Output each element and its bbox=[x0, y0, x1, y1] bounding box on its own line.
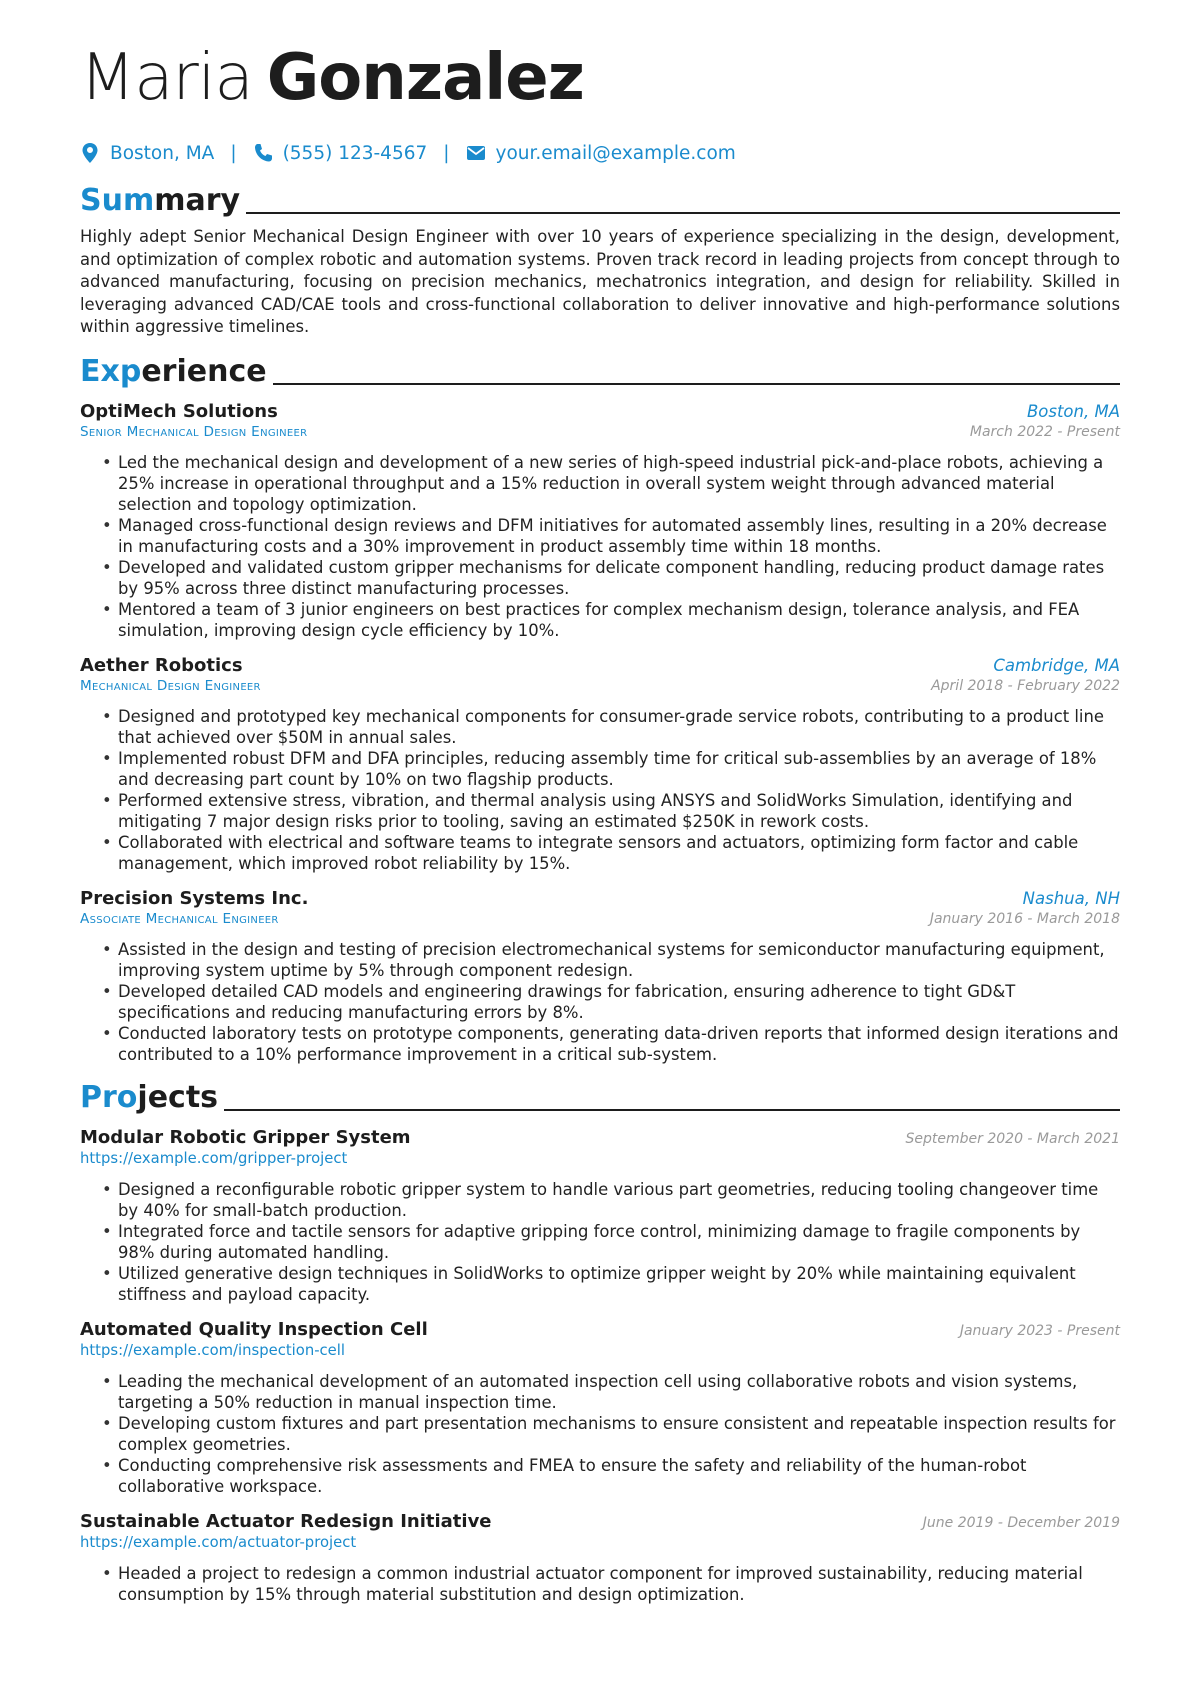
contact-location bbox=[80, 142, 214, 164]
bullet-item: • Assisted in the design and testing of precision electromechanical systems for semiconductor manufacturing equipment, improving system uptime by 5% through component redesign. bbox=[118, 939, 1120, 981]
bullet-list bbox=[80, 452, 1120, 641]
bullet-item: • Utilized generative design techniques in SolidWorks to optimize gripper weight by 20% while maintaining equivalent stiffness and payload capacity. bbox=[118, 1263, 1120, 1305]
projects-section bbox=[80, 1075, 1120, 1605]
experience-list bbox=[80, 401, 1120, 1065]
job-dates: January 2016 - March 2018 bbox=[929, 910, 1120, 927]
job-title: Senior Mechanical Design Engineer bbox=[80, 423, 308, 440]
project-link[interactable]: https://example.com/gripper-project bbox=[80, 1149, 348, 1167]
project-entry bbox=[80, 1319, 1120, 1497]
job-title: Mechanical Design Engineer bbox=[80, 677, 261, 694]
bullet-item: • Leading the mechanical development of an automated inspection cell using collaborative robots and vision systems, targeting a 50% reduction in manual inspection time. bbox=[118, 1371, 1120, 1413]
experience-header bbox=[80, 349, 1120, 389]
bullet-list bbox=[80, 1179, 1120, 1305]
experience-entry bbox=[80, 888, 1120, 1065]
bullet-item: • Developed and validated custom gripper mechanisms for delicate component handling, reducing product damage rates by 95% across three distinct manufacturing processes. bbox=[118, 557, 1120, 599]
contact-email[interactable] bbox=[466, 142, 736, 164]
bullet-item: • Designed a reconfigurable robotic gripper system to handle various part geometries, reducing tooling changeover time by 40% for small-batch production. bbox=[118, 1179, 1120, 1221]
job-location: Boston, MA bbox=[1026, 401, 1120, 421]
job-dates: March 2022 - Present bbox=[969, 423, 1120, 440]
entry-header bbox=[80, 888, 1120, 909]
location-text: Boston, MA bbox=[110, 142, 215, 164]
map-marker-icon bbox=[80, 142, 100, 164]
job-location: Nashua, NH bbox=[1022, 888, 1120, 908]
projects-list bbox=[80, 1127, 1120, 1605]
project-name: Automated Quality Inspection Cell bbox=[80, 1318, 428, 1340]
project-link[interactable]: https://example.com/inspection-cell bbox=[80, 1341, 345, 1359]
project-entry bbox=[80, 1127, 1120, 1305]
entry-header bbox=[80, 1319, 1120, 1340]
project-link[interactable]: https://example.com/actuator-project bbox=[80, 1533, 357, 1551]
entry-subheader bbox=[80, 678, 1120, 694]
entry-subheader bbox=[80, 1534, 1120, 1551]
bullet-item: • Conducting comprehensive risk assessments and FMEA to ensure the safety and reliability of the human-robot collaborative workspace. bbox=[118, 1455, 1120, 1497]
bullet-item: • Designed and prototyped key mechanical components for consumer-grade service robots, contributing to a product line that achieved over $50M in annual sales. bbox=[118, 706, 1120, 748]
candidate-name bbox=[80, 38, 1120, 118]
phone-icon bbox=[253, 142, 273, 164]
summary-section bbox=[80, 178, 1120, 339]
resume-page bbox=[80, 38, 1120, 1605]
contact-separator: | bbox=[230, 142, 237, 164]
bullet-item: • Conducted laboratory tests on prototype components, generating data-driven reports that informed design iterations and contributed to a 10% performance improvement in a critical sub-system. bbox=[118, 1023, 1120, 1065]
contact-phone[interactable] bbox=[253, 142, 428, 164]
bullet-list bbox=[80, 939, 1120, 1065]
bullet-item: • Developing custom fixtures and part presentation mechanisms to ensure consistent and repeatable inspection results for complex geometries. bbox=[118, 1413, 1120, 1455]
project-dates: June 2019 - December 2019 bbox=[922, 1514, 1120, 1531]
section-divider bbox=[224, 1109, 1120, 1111]
bullet-item: • Managed cross-functional design reviews and DFM initiatives for automated assembly lines, resulting in a 20% decrease in manufacturing costs and a 30% improvement in product assembly time within 18 months. bbox=[118, 515, 1120, 557]
project-dates: January 2023 - Present bbox=[959, 1322, 1120, 1339]
envelope-icon bbox=[466, 142, 486, 164]
project-dates: September 2020 - March 2021 bbox=[905, 1130, 1120, 1147]
bullet-list bbox=[80, 1563, 1120, 1605]
bullet-item: • Integrated force and tactile sensors for adaptive gripping force control, minimizing damage to fragile components by 98% during automated handling. bbox=[118, 1221, 1120, 1263]
entry-subheader bbox=[80, 911, 1120, 927]
projects-header bbox=[80, 1075, 1120, 1115]
entry-header bbox=[80, 401, 1120, 422]
entry-subheader bbox=[80, 1342, 1120, 1359]
job-dates: April 2018 - February 2022 bbox=[931, 677, 1120, 694]
project-entry bbox=[80, 1511, 1120, 1605]
contact-bar bbox=[80, 138, 1120, 168]
bullet-item: • Collaborated with electrical and software teams to integrate sensors and actuators, optimizing form factor and cable management, which improved robot reliability by 15%. bbox=[118, 832, 1120, 874]
entry-header bbox=[80, 1511, 1120, 1532]
project-name: Modular Robotic Gripper System bbox=[80, 1126, 411, 1148]
email-text: your.email@example.com bbox=[495, 142, 736, 164]
bullet-list bbox=[80, 706, 1120, 874]
entry-subheader bbox=[80, 1150, 1120, 1167]
job-title: Associate Mechanical Engineer bbox=[80, 910, 279, 927]
last-name: Gonzalez bbox=[266, 41, 584, 115]
bullet-item: • Led the mechanical design and development of a new series of high-speed industrial pick-and-place robots, achieving a 25% increase in operational throughput and a 15% reduction in overall system weight through advanced material selection and topology optimization. bbox=[118, 452, 1120, 515]
company-name: OptiMech Solutions bbox=[80, 400, 278, 422]
section-title: Projects bbox=[80, 1079, 219, 1115]
entry-header bbox=[80, 1127, 1120, 1148]
bullet-item: • Mentored a team of 3 junior engineers on best practices for complex mechanism design, tolerance analysis, and FEA simulation, improving design cycle efficiency by 10%. bbox=[118, 599, 1120, 641]
entry-subheader bbox=[80, 424, 1120, 440]
experience-entry bbox=[80, 401, 1120, 641]
summary-text: Highly adept Senior Mechanical Design Engineer with over 10 years of experience specializing in the design, development, and optimization of complex robotic and automation systems. Proven track record in leading projects from concept through to advanced manufacturing, focusing on precision mechanics, mechatronics integration, and design for reliability. Skilled in leveraging advanced CAD/CAE tools and cross-functional collaboration to deliver innovative and high-performance solutions within aggressive timelines. bbox=[80, 227, 1120, 336]
bullet-item: • Performed extensive stress, vibration, and thermal analysis using ANSYS and SolidWorks Simulation, identifying and mitigating 7 major design risks prior to tooling, saving an estimated $250K in rework costs. bbox=[118, 790, 1120, 832]
company-name: Precision Systems Inc. bbox=[80, 887, 309, 909]
experience-entry bbox=[80, 655, 1120, 874]
bullet-item: • Implemented robust DFM and DFA principles, reducing assembly time for critical sub-assemblies by an average of 18% and decreasing part count by 10% on two flagship products. bbox=[118, 748, 1120, 790]
section-divider bbox=[246, 212, 1120, 214]
bullet-item: • Headed a project to redesign a common industrial actuator component for improved sustainability, reducing material consumption by 15% through material substitution and design optimization. bbox=[118, 1563, 1120, 1605]
section-title: Experience bbox=[80, 353, 267, 389]
summary-header bbox=[80, 178, 1120, 218]
project-name: Sustainable Actuator Redesign Initiative bbox=[80, 1510, 492, 1532]
phone-text: (555) 123-4567 bbox=[282, 142, 428, 164]
section-divider bbox=[273, 383, 1120, 385]
bullet-item: • Developed detailed CAD models and engineering drawings for fabrication, ensuring adherence to tight GD&T specifications and reducing manufacturing errors by 8%. bbox=[118, 981, 1120, 1023]
entry-header bbox=[80, 655, 1120, 676]
section-title: Summary bbox=[80, 183, 241, 218]
first-name: Maria bbox=[80, 41, 253, 115]
experience-section bbox=[80, 349, 1120, 1065]
bullet-list bbox=[80, 1371, 1120, 1497]
company-name: Aether Robotics bbox=[80, 654, 243, 676]
contact-separator: | bbox=[443, 142, 450, 164]
job-location: Cambridge, MA bbox=[993, 655, 1120, 675]
